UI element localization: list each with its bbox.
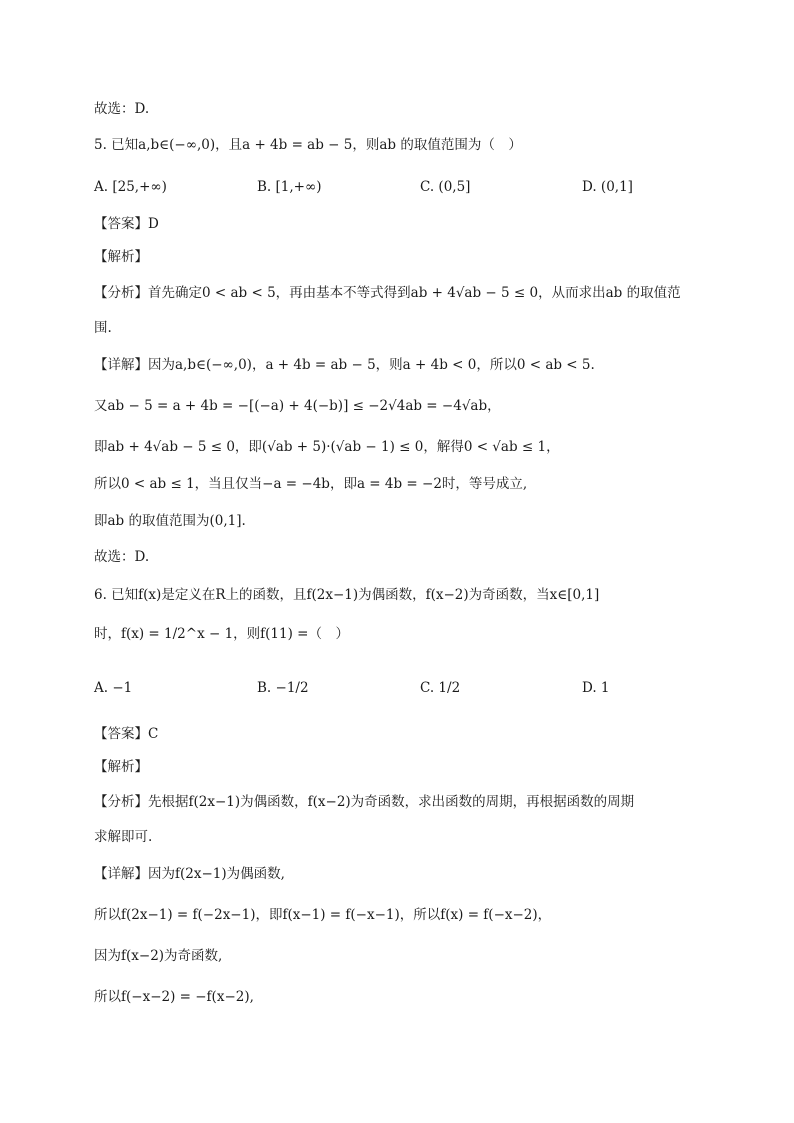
q6-option-a: A. −1 xyxy=(94,680,133,696)
q6-detail-line-4: 所以f(−x−2) = −f(x−2), xyxy=(94,989,254,1005)
q5-detail-line-2: 又ab − 5 = a + 4b = −[(−a) + 4(−b)] ≤ −2√4ab = −4√ab， xyxy=(94,398,501,414)
q6-analysis-line-2: 求解即可. xyxy=(94,829,153,845)
q5-option-c: C. (0,5] xyxy=(420,179,471,195)
q5-detail-line-3: 即ab + 4√ab − 5 ≤ 0，即(√ab + 5)·(√ab − 1) ≤ 0，解得0 < √ab ≤ 1， xyxy=(94,439,560,455)
q5-answer-choice: 故选：D. xyxy=(94,549,150,565)
q6-answer: 【答案】C xyxy=(94,726,159,742)
q6-option-b: B. −1/2 xyxy=(257,680,309,696)
q5-analysis-heading: 【解析】 xyxy=(94,249,148,265)
q6-option-d: D. 1 xyxy=(582,680,610,696)
q5-option-d: D. (0,1] xyxy=(582,179,633,195)
question-5-stem: 5. 已知a,b∈(−∞,0)，且a + 4b = ab − 5，则ab 的取值范围为（ ） xyxy=(94,137,522,153)
q5-detail-line-5: 即ab 的取值范围为(0,1]. xyxy=(94,513,246,529)
answer-choice-line: 故选：D. xyxy=(94,101,150,117)
q6-analysis-heading: 【解析】 xyxy=(94,759,148,775)
q6-option-c: C. 1/2 xyxy=(420,680,461,696)
q5-option-a: A. [25,+∞) xyxy=(94,179,167,195)
q6-detail-line-1: 【详解】因为f(2x−1)为偶函数, xyxy=(94,866,285,882)
q5-answer: 【答案】D xyxy=(94,216,159,232)
q5-analysis-line-2: 围. xyxy=(94,320,112,336)
q6-analysis-line-1: 【分析】先根据f(2x−1)为偶函数，f(x−2)为奇函数，求出函数的周期，再根据函数的周期 xyxy=(94,794,635,810)
q6-detail-line-3: 因为f(x−2)为奇函数, xyxy=(94,948,223,964)
q5-option-b: B. [1,+∞) xyxy=(257,179,322,195)
q6-detail-line-2: 所以f(2x−1) = f(−2x−1)，即f(x−1) = f(−x−1)，所以f(x) = f(−x−2)， xyxy=(94,907,552,923)
question-6-stem-1: 6. 已知f(x)是定义在R上的函数，且f(2x−1)为偶函数，f(x−2)为奇函数，当x∈[0,1] xyxy=(94,587,600,603)
q5-detail-line-4: 所以0 < ab ≤ 1，当且仅当−a = −4b，即a = 4b = −2时，等号成立, xyxy=(94,476,528,492)
question-6-stem-2: 时，f(x) = 1/2^x − 1，则f(11) =（ ） xyxy=(94,626,349,642)
q5-detail-line-1: 【详解】因为a,b∈(−∞,0)，a + 4b = ab − 5，则a + 4b < 0，所以0 < ab < 5. xyxy=(94,357,595,373)
q5-analysis-line-1: 【分析】首先确定0 < ab < 5，再由基本不等式得到ab + 4√ab − 5 ≤ 0，从而求出ab 的取值范 xyxy=(94,285,681,301)
